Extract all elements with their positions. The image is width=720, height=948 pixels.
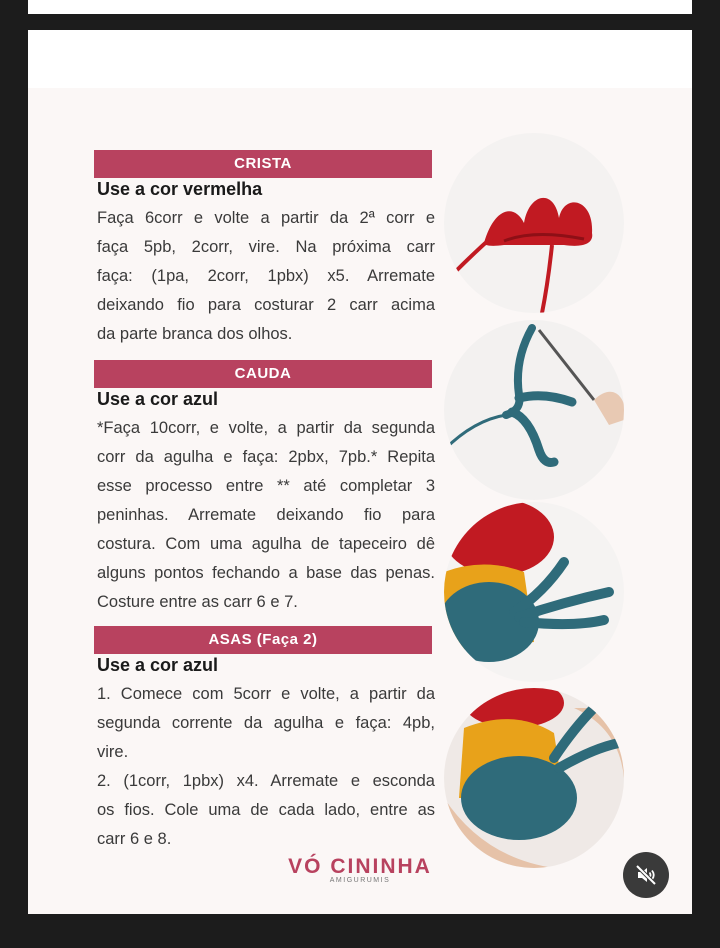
section-text-asas — [97, 680, 435, 854]
text-line: faça: (1pa, 2corr, 1pbx) x5. Arremate — [97, 267, 435, 285]
brand-name: VÓ CININHA — [288, 855, 432, 878]
text-line: os fios. Cole uma de cada lado, entre as — [97, 801, 435, 819]
text-line: 1. Comece com 5corr e volte, a partir da — [97, 685, 435, 703]
text-line: alguns pontos fechando a base das penas. — [97, 564, 435, 582]
text-line: segunda corrente da agulha e faça: 4pb, — [97, 714, 435, 732]
section-text-crista — [97, 204, 435, 349]
section-subtitle-asas: Use a cor azul — [97, 655, 219, 675]
body-tail-photo — [444, 502, 624, 682]
text-line: carr 6 e 8. — [97, 830, 172, 848]
text-line: peninhas. Arremate deixando fio para — [97, 506, 435, 524]
previous-card-edge — [28, 0, 692, 14]
section-subtitle-crista: Use a cor vermelha — [97, 179, 263, 199]
text-line: esse processo entre ** até completar 3 — [97, 477, 435, 495]
mute-button[interactable] — [623, 852, 669, 898]
tail-photo — [444, 320, 624, 500]
section-header-crista: CRISTA — [94, 150, 432, 178]
section-subtitle-cauda: Use a cor azul — [97, 389, 219, 409]
text-line: vire. — [97, 743, 129, 761]
section-header-cauda: CAUDA — [94, 360, 432, 388]
section-header-asas: ASAS (Faça 2) — [94, 626, 432, 654]
section-text-cauda — [97, 414, 435, 617]
text-line: costura. Com uma agulha de tapeceiro dê — [97, 535, 435, 553]
text-line: Faça 6corr e volte a partir da 2ª corr e — [97, 209, 435, 227]
crest-photo — [444, 133, 624, 313]
text-line: deixando fio para costurar 2 carr acima — [97, 296, 435, 314]
brand-logo — [280, 855, 440, 884]
body-wing-photo — [444, 688, 624, 868]
text-line: 2. (1corr, 1pbx) x4. Arremate e esconda — [97, 772, 435, 790]
speaker-muted-icon — [634, 863, 658, 887]
text-line: Costure entre as carr 6 e 7. — [97, 593, 298, 611]
brand-tagline: AMIGURUMIS — [329, 877, 391, 884]
text-line: da parte branca dos olhos. — [97, 325, 293, 343]
text-line: *Faça 10corr, e volte, a partir da segunda — [97, 419, 435, 437]
text-line: corr da agulha e faça: 2pbx, 7pb.* Repita — [97, 448, 435, 466]
text-line: faça 5pb, 2corr, vire. Na próxima carr — [97, 238, 435, 256]
